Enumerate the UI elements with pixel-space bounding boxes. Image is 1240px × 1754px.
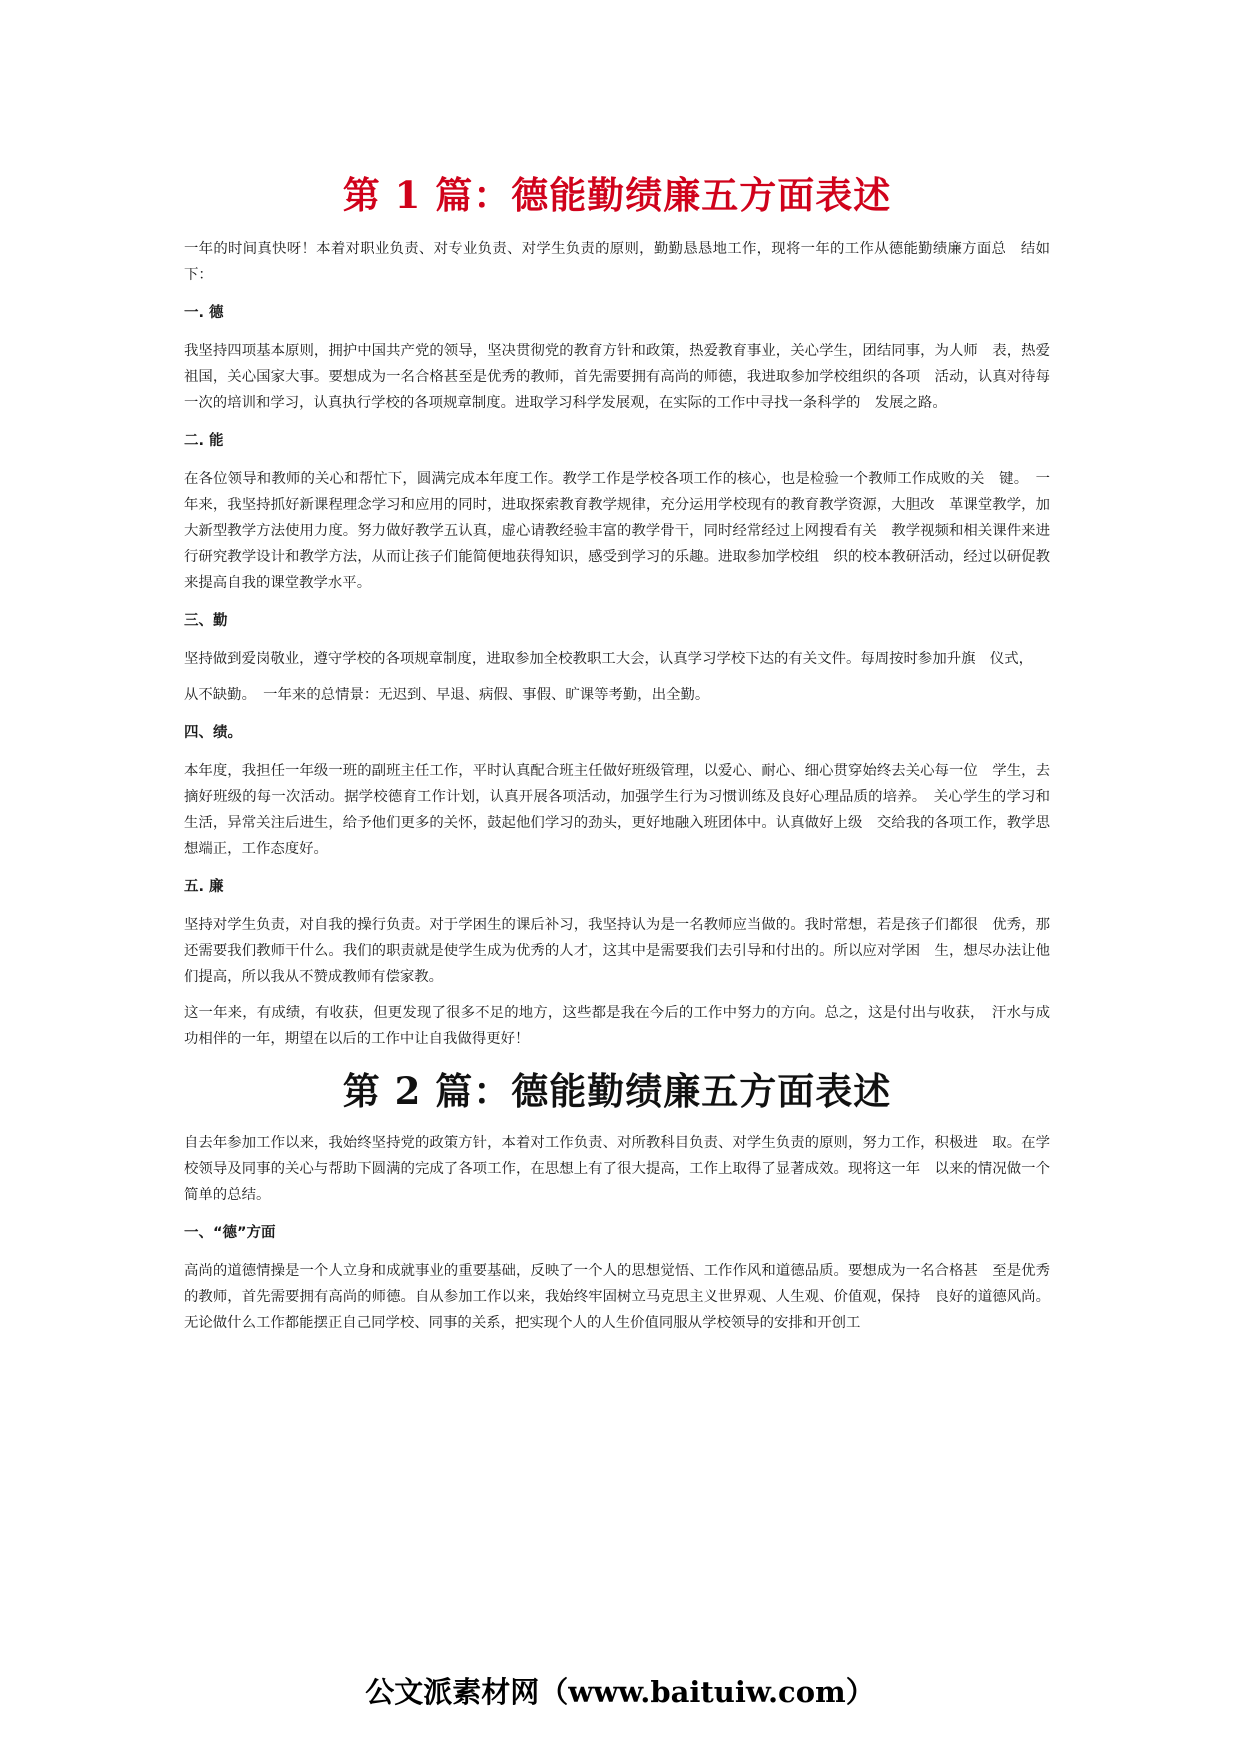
section-lian-heading: 五. 廉	[184, 879, 224, 895]
section-qin-paragraph-1: 坚持做到爱岗敬业，遵守学校的各项规章制度，进取参加全校教职工大会，认真学习学校下达的有关文件。每周按时参加升旗 仪式，	[184, 651, 1034, 667]
section-lian-paragraph-2: 这一年来，有成绩，有收获，但更发现了很多不足的地方，这些都是我在今后的工作中努力的方向。总之，这是付出与收获， 汗水与成功相伴的一年，期望在以后的工作中让自我做得更好！	[184, 1005, 1050, 1047]
document-content	[184, 172, 1050, 1346]
section-neng-paragraph: 在各位领导和教师的关心和帮忙下，圆满完成本年度工作。教学工作是学校各项工作的核心，也是检验一个教师工作成败的关 键。 一年来，我坚持抓好新课程理念学习和应用的同时，进取探索教育教学规律，充分运用学校现有的教育教学资源，大胆改 革课堂教学，加大新型教学方法使用力度。努力做好教学五认真，虚心请教经验丰富的教学骨干，同时经常经过上网搜看有关 教学视频和相关课件来进行研究教学设计和教学方法，从而让孩子们能简便地获得知识，感受到学习的乐趣。进取参加学校组 织的校本教研活动，经过以研促教来提高自我的课堂教学水平。	[184, 471, 1050, 591]
article-2-section-de-paragraph: 高尚的道德情操是一个人立身和成就事业的重要基础，反映了一个人的思想觉悟、工作作风和道德品质。要想成为一名合格甚 至是优秀的教师，首先需要拥有高尚的师德。自从参加工作以来，我始终牢固树立马克思主义世界观、人生观、价值观，保持 良好的道德风尚。无论做什么工作都能摆正自己同学校、同事的关系，把实现个人的人生价值同服从学校领导的安排和开创工	[184, 1263, 1050, 1331]
section-qin-paragraph-2: 从不缺勤。 一年来的总情景：无迟到、早退、病假、事假、旷课等考勤，出全勤。	[184, 687, 710, 703]
section-neng-heading: 二. 能	[184, 433, 224, 449]
section-ji-heading: 四、绩。	[184, 725, 242, 741]
section-ji-paragraph: 本年度，我担任一年级一班的副班主任工作，平时认真配合班主任做好班级管理，以爱心、耐心、细心贯穿始终去关心每一位 学生，去摘好班级的每一次活动。据学校德育工作计划，认真开展各项活动，加强学生行为习惯训练及良好心理品质的培养。 关心学生的学习和生活，异常关注后进生，给予他们更多的关怀，鼓起他们学习的劲头，更好地融入班团体中。认真做好上级 交给我的各项工作，教学思想端正，工作态度好。	[184, 763, 1050, 857]
section-lian-paragraph-1: 坚持对学生负责，对自我的操行负责。对于学困生的课后补习，我坚持认为是一名教师应当做的。我时常想，若是孩子们都很 优秀，那还需要我们教师干什么。我们的职责就是使学生成为优秀的人才，这其中是需要我们去引导和付出的。所以应对学困 生，想尽办法让他们提高，所以我从不赞成教师有偿家教。	[184, 917, 1050, 985]
section-de-paragraph: 我坚持四项基本原则，拥护中国共产党的领导，坚决贯彻党的教育方针和政策，热爱教育事业，关心学生，团结同事，为人师 表，热爱祖国，关心国家大事。要想成为一名合格甚至是优秀的教师，首先需要拥有高尚的师德，我进取参加学校组织的各项 活动，认真对待每一次的培训和学习，认真执行学校的各项规章制度。进取学习科学发展观，在实际的工作中寻找一条科学的 发展之路。	[184, 343, 1050, 411]
article-1-intro: 一年的时间真快呀！本着对职业负责、对专业负责、对学生负责的原则，勤勤恳恳地工作，现将一年的工作从德能勤绩廉方面总 结如下：	[184, 241, 1050, 283]
article-2-section-de-heading: 一、“德”方面	[184, 1225, 276, 1241]
article-2-intro: 自去年参加工作以来，我始终坚持党的政策方针，本着对工作负责、对所教科目负责、对学生负责的原则，努力工作，积极进 取。在学校领导及同事的关心与帮助下圆满的完成了各项工作，在思想上有了很大提高，工作上取得了显著成效。现将这一年 以来的情况做一个简单的总结。	[184, 1135, 1050, 1203]
footer-watermark: 公文派素材网（www.baituiw.com）	[365, 1675, 875, 1709]
section-qin-heading: 三、勤	[184, 613, 228, 629]
article-2-title: 第 2 篇：德能勤绩廉五方面表述	[342, 1069, 892, 1113]
section-de-heading: 一. 德	[184, 305, 224, 321]
article-1-title: 第 1 篇：德能勤绩廉五方面表述	[342, 173, 892, 217]
